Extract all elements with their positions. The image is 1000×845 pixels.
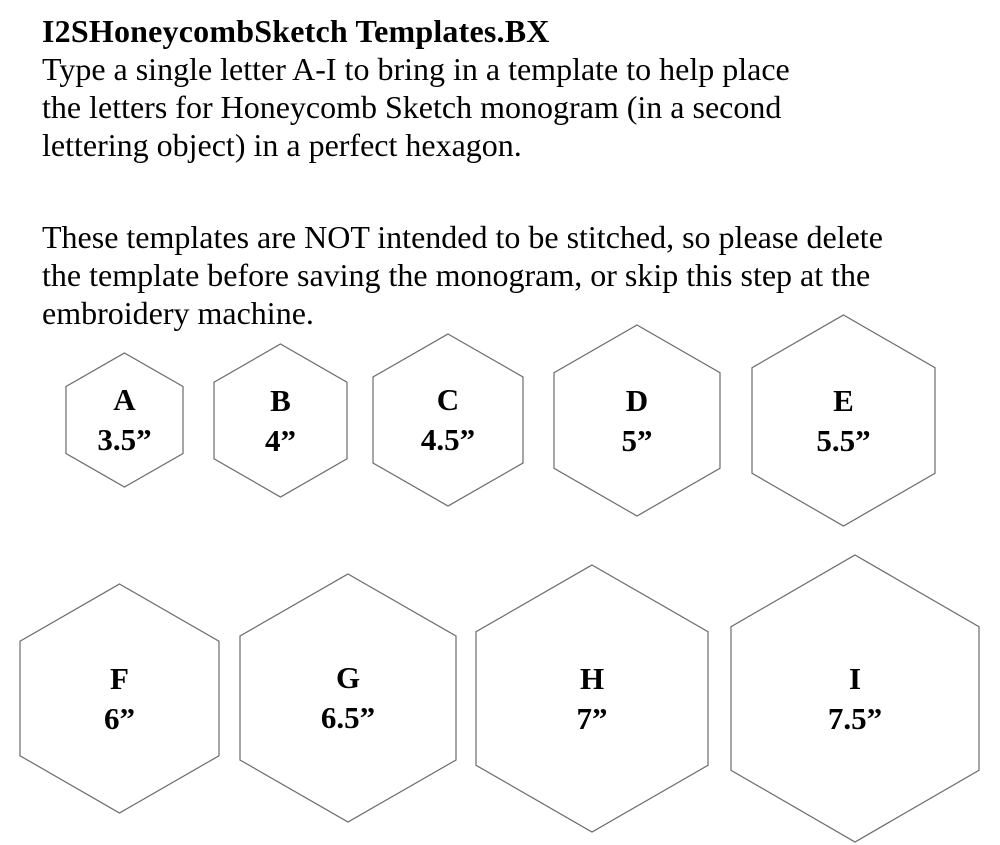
hexagon-label — [66, 353, 183, 487]
template-hexagon-a — [66, 353, 183, 487]
template-size: 6” — [104, 700, 135, 736]
template-size: 6.5” — [320, 700, 376, 735]
hexagon-label — [476, 565, 708, 832]
template-hexagon-f — [20, 584, 219, 813]
template-hexagon-g — [240, 574, 456, 822]
hexagon-label — [20, 584, 219, 813]
template-hexagon-i — [731, 555, 979, 842]
template-hexagon-h — [476, 565, 708, 832]
template-letter: I — [848, 660, 862, 696]
hexagon-label — [214, 344, 347, 497]
hexagon-label — [752, 315, 935, 526]
note-line: These templates are NOT intended to be stitched, so please delete — [42, 219, 883, 255]
template-letter: F — [110, 660, 129, 696]
template-hexagon-d — [554, 325, 720, 516]
header-text — [42, 12, 962, 332]
template-size: 5” — [621, 422, 653, 458]
template-size: 4” — [265, 422, 296, 458]
template-hexagon-e — [752, 315, 935, 526]
template-letter: G — [335, 660, 361, 695]
intro-line: the letters for Honeycomb Sketch monogram (in a second — [42, 89, 782, 125]
template-size: 7.5” — [827, 700, 883, 736]
intro-paragraph — [42, 50, 962, 164]
note-line: the template before saving the monogram, or skip this step at the — [42, 257, 871, 293]
note-line: embroidery machine. — [42, 295, 314, 331]
template-letter: A — [113, 382, 136, 417]
template-letter: B — [270, 382, 291, 418]
intro-line: Type a single letter A-I to bring in a template to help place — [42, 51, 790, 87]
page-title: I2SHoneycombSketch Templates.BX — [42, 13, 550, 49]
template-size: 7” — [576, 700, 608, 736]
hexagon-label — [554, 325, 720, 516]
intro-line: lettering object) in a perfect hexagon. — [42, 127, 522, 163]
template-hexagon-c — [373, 334, 523, 506]
hexagon-label — [731, 555, 979, 842]
hexagon-label — [240, 574, 456, 822]
template-size: 5.5” — [816, 422, 871, 458]
template-letter: H — [579, 660, 605, 696]
template-letter: E — [833, 382, 854, 418]
template-hexagon-b — [214, 344, 347, 497]
hexagon-label — [373, 334, 523, 506]
template-letter: C — [436, 382, 460, 417]
template-letter: D — [625, 382, 649, 418]
template-size: 4.5” — [420, 422, 476, 457]
template-size: 3.5” — [97, 422, 152, 457]
